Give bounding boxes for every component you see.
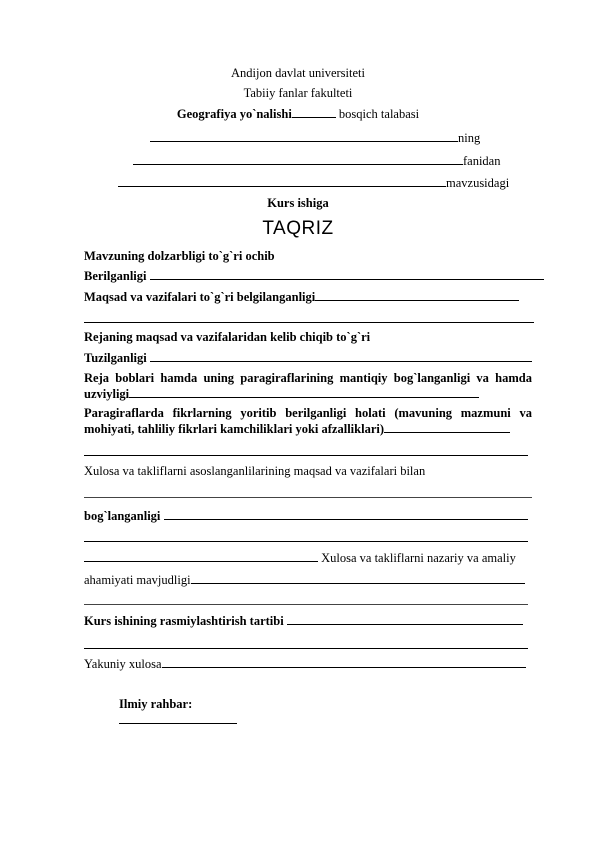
q5-label: Paragiraflarda fikrlarning yoritib berilganligi holati (mavuning mazmuni va mohiyati, tahliliy fikrlari kamchiliklari yoki afzalliklari)	[84, 406, 532, 436]
q4-label: Reja boblari hamda uning paragiraflarining mantiqiy bog`langanligi va hamda uzviyligi	[84, 371, 532, 401]
faculty-name: Tabiiy fanlar fakulteti	[243, 86, 353, 100]
student-name-blank	[150, 130, 458, 142]
q1b-label: Berilganligi	[84, 269, 147, 283]
q2-label: Maqsad va vazifalari to`g`ri belgilanganligi	[84, 290, 316, 304]
q9-blank	[162, 656, 526, 668]
student-line	[0, 106, 596, 122]
q7-line-b	[84, 572, 525, 588]
student-name-line	[150, 130, 480, 146]
supervisor-signature-line	[119, 723, 237, 724]
q6-line-b	[84, 508, 528, 524]
q3b-label: Tuzilganligi	[84, 351, 147, 365]
q3-line-b	[84, 350, 532, 366]
q6-line-a: Xulosa va takliflarni asoslanganlilarining maqsad va vazifalari bilan	[84, 464, 426, 478]
q1-line-b	[84, 268, 544, 284]
q9-label: Yakuniy xulosa	[84, 657, 162, 671]
q1-blank	[150, 268, 544, 280]
q6-extra-line	[84, 497, 532, 498]
q3-line-a: Rejaning maqsad va vazifalaridan kelib chiqib to`g`ri	[84, 330, 371, 344]
topic-blank	[118, 175, 446, 187]
ning-label: ning	[458, 131, 481, 145]
stage-blank	[292, 106, 336, 118]
q5-extra-line	[84, 455, 528, 456]
q1-line-a: Mavzuning dolzarbligi to`g`ri ochib	[84, 249, 275, 263]
q7-line-a	[84, 550, 516, 566]
q6-extra-line-2	[84, 541, 528, 542]
q6-blank	[164, 508, 528, 520]
fanidan-label: fanidan	[463, 154, 501, 168]
q4-blank	[129, 386, 479, 398]
mavzusidagi-label: mavzusidagi	[446, 176, 510, 190]
university-name: Andijon davlat universiteti	[230, 66, 365, 80]
q7-blank-b	[191, 572, 525, 584]
q5-blank	[384, 421, 510, 433]
q2-line	[84, 289, 519, 305]
subject-line	[133, 153, 500, 169]
q9-line	[84, 656, 526, 672]
q8-blank	[287, 613, 523, 625]
q4-text	[84, 371, 532, 402]
stage-label: bosqich talabasi	[338, 107, 420, 121]
q2-extra-line	[84, 322, 534, 323]
q7a-label: Xulosa va takliflarni nazariy va amaliy	[321, 551, 516, 565]
document-title: TAQRIZ	[262, 218, 334, 239]
q7-extra-line	[84, 604, 528, 605]
q7b-label: ahamiyati mavjudligi	[84, 573, 191, 587]
direction-label: Geografiya yo`nalishi	[176, 107, 292, 121]
q8-line	[84, 613, 523, 629]
q6b-label: bog`langanligi	[84, 509, 161, 523]
q7-blank-a	[84, 550, 318, 562]
subject-blank	[133, 153, 463, 165]
supervisor-label: Ilmiy rahbar:	[119, 697, 193, 711]
topic-line	[118, 175, 509, 191]
q8-extra-line	[84, 648, 528, 649]
q5-text	[84, 406, 532, 437]
q3-blank	[150, 350, 532, 362]
kurs-ishiga-label: Kurs ishiga	[267, 196, 329, 210]
q8-label: Kurs ishining rasmiylashtirish tartibi	[84, 614, 284, 628]
q2-blank	[315, 289, 519, 301]
